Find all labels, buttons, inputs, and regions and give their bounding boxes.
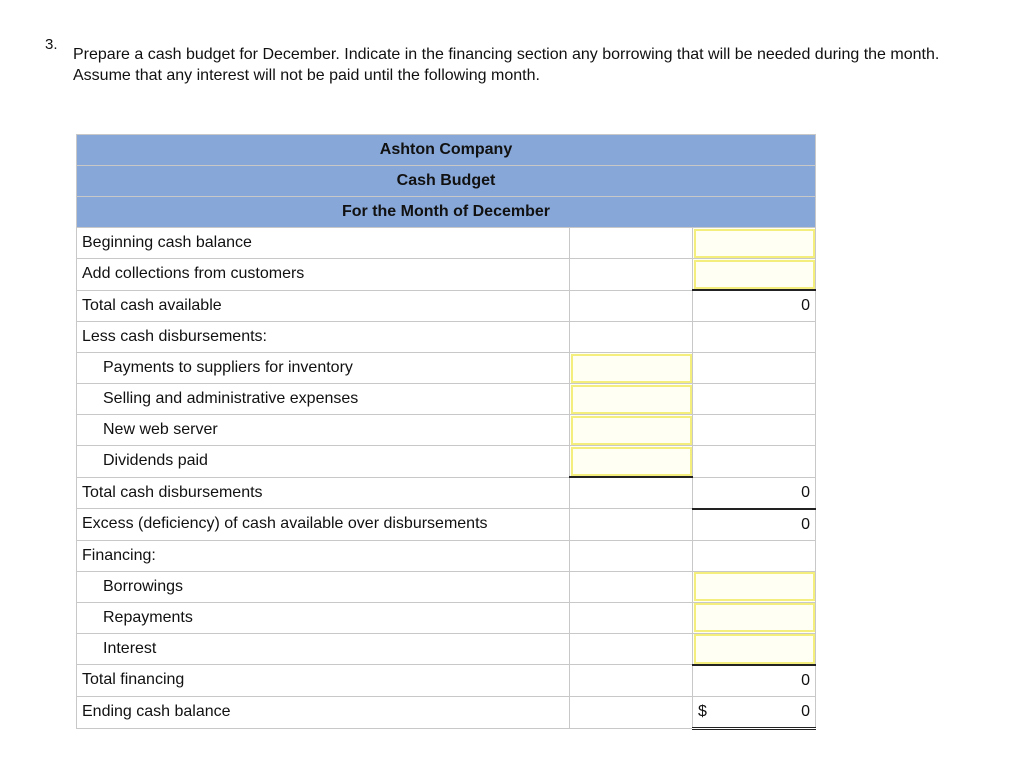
- question-text: Prepare a cash budget for December. Indicate in the financing section any borrowing that will be needed during the month. Assume that any interest will not be paid until the following month.: [73, 46, 940, 84]
- web-server-input[interactable]: [570, 415, 693, 446]
- payments-suppliers-label: Payments to suppliers for inventory: [77, 353, 570, 384]
- table-row: [77, 509, 816, 541]
- ending-cash-value: 0: [801, 702, 810, 720]
- table-row: [77, 696, 816, 728]
- table-row: [77, 353, 816, 384]
- repayments-label: Repayments: [77, 602, 570, 633]
- beginning-cash-input[interactable]: [693, 228, 816, 259]
- table-row: [77, 477, 816, 509]
- web-server-label: New web server: [77, 415, 570, 446]
- excess-value: 0: [693, 509, 816, 541]
- total-disbursements-label: Total cash disbursements: [77, 477, 570, 509]
- table-row: [77, 384, 816, 415]
- company-name: Ashton Company: [77, 135, 816, 166]
- selling-admin-label: Selling and administrative expenses: [77, 384, 570, 415]
- ending-cash-label: Ending cash balance: [77, 696, 570, 728]
- cash-budget-table: [76, 134, 815, 730]
- ending-cash-cell: [693, 696, 816, 728]
- dividends-label: Dividends paid: [77, 446, 570, 478]
- table-row: [77, 290, 816, 322]
- collections-label: Add collections from customers: [77, 259, 570, 291]
- table-row: [77, 259, 816, 291]
- table-row: [77, 665, 816, 697]
- interest-input[interactable]: [693, 633, 816, 665]
- borrowings-label: Borrowings: [77, 571, 570, 602]
- table-row: [77, 415, 816, 446]
- financing-label: Financing:: [77, 540, 570, 571]
- currency-symbol: $: [698, 702, 707, 720]
- less-disbursements-label: Less cash disbursements:: [77, 322, 570, 353]
- question-number: 3.: [45, 36, 58, 53]
- table-row: [77, 446, 816, 478]
- payments-suppliers-input[interactable]: [570, 353, 693, 384]
- table-row: [77, 228, 816, 259]
- statement-period: For the Month of December: [77, 197, 816, 228]
- total-financing-label: Total financing: [77, 665, 570, 697]
- total-financing-value: 0: [693, 665, 816, 697]
- selling-admin-input[interactable]: [570, 384, 693, 415]
- borrowings-input[interactable]: [693, 571, 816, 602]
- table-row: [77, 322, 816, 353]
- statement-title: Cash Budget: [77, 166, 816, 197]
- total-available-label: Total cash available: [77, 290, 570, 322]
- excess-label: Excess (deficiency) of cash available over disbursements: [77, 509, 570, 541]
- table-row: [77, 602, 816, 633]
- table-row: [77, 540, 816, 571]
- collections-input[interactable]: [693, 259, 816, 291]
- beginning-cash-label: Beginning cash balance: [77, 228, 570, 259]
- dividends-input[interactable]: [570, 446, 693, 478]
- table-row: [77, 571, 816, 602]
- total-available-value: 0: [693, 290, 816, 322]
- total-disbursements-value: 0: [693, 477, 816, 509]
- interest-label: Interest: [77, 633, 570, 665]
- table-row: [77, 633, 816, 665]
- repayments-input[interactable]: [693, 602, 816, 633]
